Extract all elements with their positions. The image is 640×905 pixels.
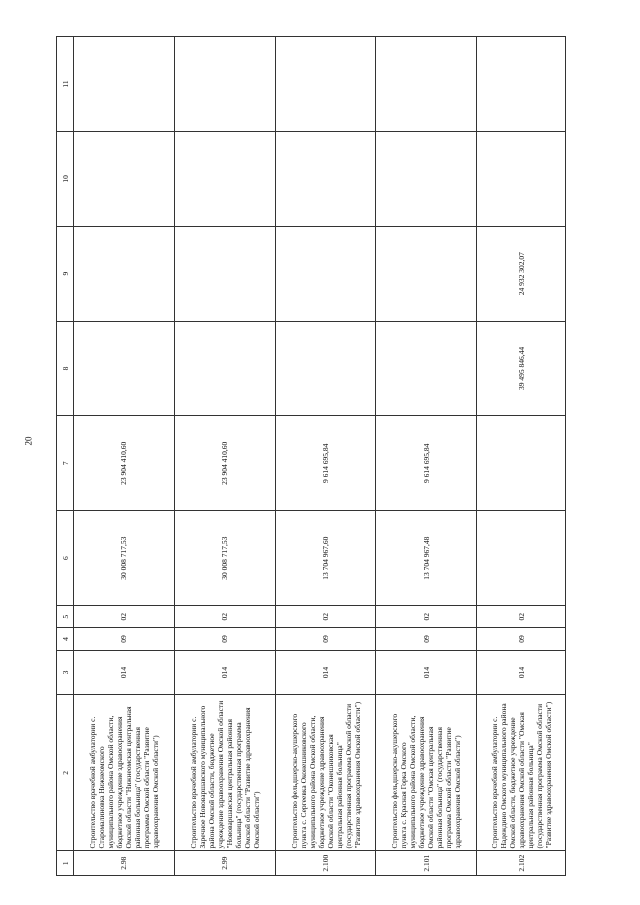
cell-col8: 39 495 846,44	[477, 321, 566, 416]
cell-col4: 09	[275, 628, 376, 650]
col-header-4: 4	[57, 628, 74, 650]
cell-col3: 014	[376, 650, 477, 695]
header-row	[57, 37, 74, 876]
cell-col11	[477, 37, 566, 132]
cell-col3: 014	[477, 650, 566, 695]
cell-col6: 13 704 967,48	[376, 511, 477, 606]
row-number: 2.99	[174, 851, 275, 876]
cell-col8	[376, 321, 477, 416]
cell-col3: 014	[275, 650, 376, 695]
cell-col10	[174, 131, 275, 226]
cell-col4: 09	[174, 628, 275, 650]
col-header-11: 11	[57, 37, 74, 132]
cell-col8	[174, 321, 275, 416]
table-row	[477, 37, 566, 876]
cell-col5: 02	[275, 606, 376, 628]
table-row	[275, 37, 376, 876]
cell-col3: 014	[74, 650, 175, 695]
col-header-2: 2	[57, 695, 74, 851]
cell-col7: 23 904 410,60	[174, 416, 275, 511]
cell-col5: 02	[174, 606, 275, 628]
cell-col7: 23 904 410,60	[74, 416, 175, 511]
cell-col6: 13 704 967,60	[275, 511, 376, 606]
cell-col10	[376, 131, 477, 226]
cell-col11	[74, 37, 175, 132]
row-number: 2.101	[376, 851, 477, 876]
row-number: 2.98	[74, 851, 175, 876]
cell-col11	[275, 37, 376, 132]
cell-col8	[275, 321, 376, 416]
row-description: Строительство врачебной амбулатории с. Заречное Нововаршавского муниципального района Омской области, бюджетное учреждение здравоохранения Омской области "Нововаршавская центральная районная больница" (государственная программа Омской области "Развитие здравоохранения Омской области")	[174, 695, 275, 851]
col-header-1: 1	[57, 851, 74, 876]
col-header-5: 5	[57, 606, 74, 628]
table-row	[376, 37, 477, 876]
col-header-7: 7	[57, 416, 74, 511]
cell-col4: 09	[477, 628, 566, 650]
cell-col7: 9 614 695,84	[376, 416, 477, 511]
cell-col7: 9 614 695,84	[275, 416, 376, 511]
cell-col6: 30 008 717,53	[174, 511, 275, 606]
cell-col8	[74, 321, 175, 416]
table-row	[74, 37, 175, 876]
cell-col11	[174, 37, 275, 132]
table-row	[174, 37, 275, 876]
col-header-9: 9	[57, 226, 74, 321]
col-header-8: 8	[57, 321, 74, 416]
row-description: Строительство врачебной амбулатории с. Старомалиновка Нижнеомского муниципального района Омской области, бюджетное учреждение здравоохранения Омской области "Нижнеомская центральная районная больница" (государственная программа Омской области "Развитие здравоохранения Омской области")	[74, 695, 175, 851]
row-description: Строительство врачебной амбулатории с. Надеждино Омского муниципального района Омской области, бюджетное учреждение здравоохранения Омской области "Омская центральная районная больница" (государственная программа Омской области "Развитие здравоохранения Омской области")	[477, 695, 566, 851]
cell-col9	[74, 226, 175, 321]
row-number: 2.102	[477, 851, 566, 876]
page-number: 20	[23, 436, 34, 446]
budget-table-rotated	[56, 36, 566, 876]
row-number: 2.100	[275, 851, 376, 876]
col-header-3: 3	[57, 650, 74, 695]
cell-col4: 09	[376, 628, 477, 650]
cell-col6: 30 008 717,53	[74, 511, 175, 606]
cell-col5: 02	[376, 606, 477, 628]
cell-col5: 02	[477, 606, 566, 628]
cell-col11	[376, 37, 477, 132]
col-header-10: 10	[57, 131, 74, 226]
row-description: Строительство фельдшерско-акушерского пункта с. Красная Горка Омского муниципального района Омской области, бюджетное учреждение здравоохранения Омской области "Омская центральная районная больница" (государственная программа Омской области "Развитие здравоохранения Омской области")	[376, 695, 477, 851]
cell-col4: 09	[74, 628, 175, 650]
cell-col9: 24 932 302,07	[477, 226, 566, 321]
cell-col10	[477, 131, 566, 226]
cell-col5: 02	[74, 606, 175, 628]
col-header-6: 6	[57, 511, 74, 606]
cell-col9	[174, 226, 275, 321]
cell-col9	[376, 226, 477, 321]
row-description: Строительство фельдшерско-акушерского пункта с. Сергеевка Оконешниковского муниципального района Омской области, бюджетное учреждение здравоохранения Омской области "Оконешниковская центральная районная больница" (государственная программа Омской области "Развитие здравоохранения Омской области")	[275, 695, 376, 851]
cell-col7	[477, 416, 566, 511]
budget-table	[56, 36, 566, 876]
cell-col6	[477, 511, 566, 606]
cell-col9	[275, 226, 376, 321]
cell-col3: 014	[174, 650, 275, 695]
cell-col10	[74, 131, 175, 226]
cell-col10	[275, 131, 376, 226]
